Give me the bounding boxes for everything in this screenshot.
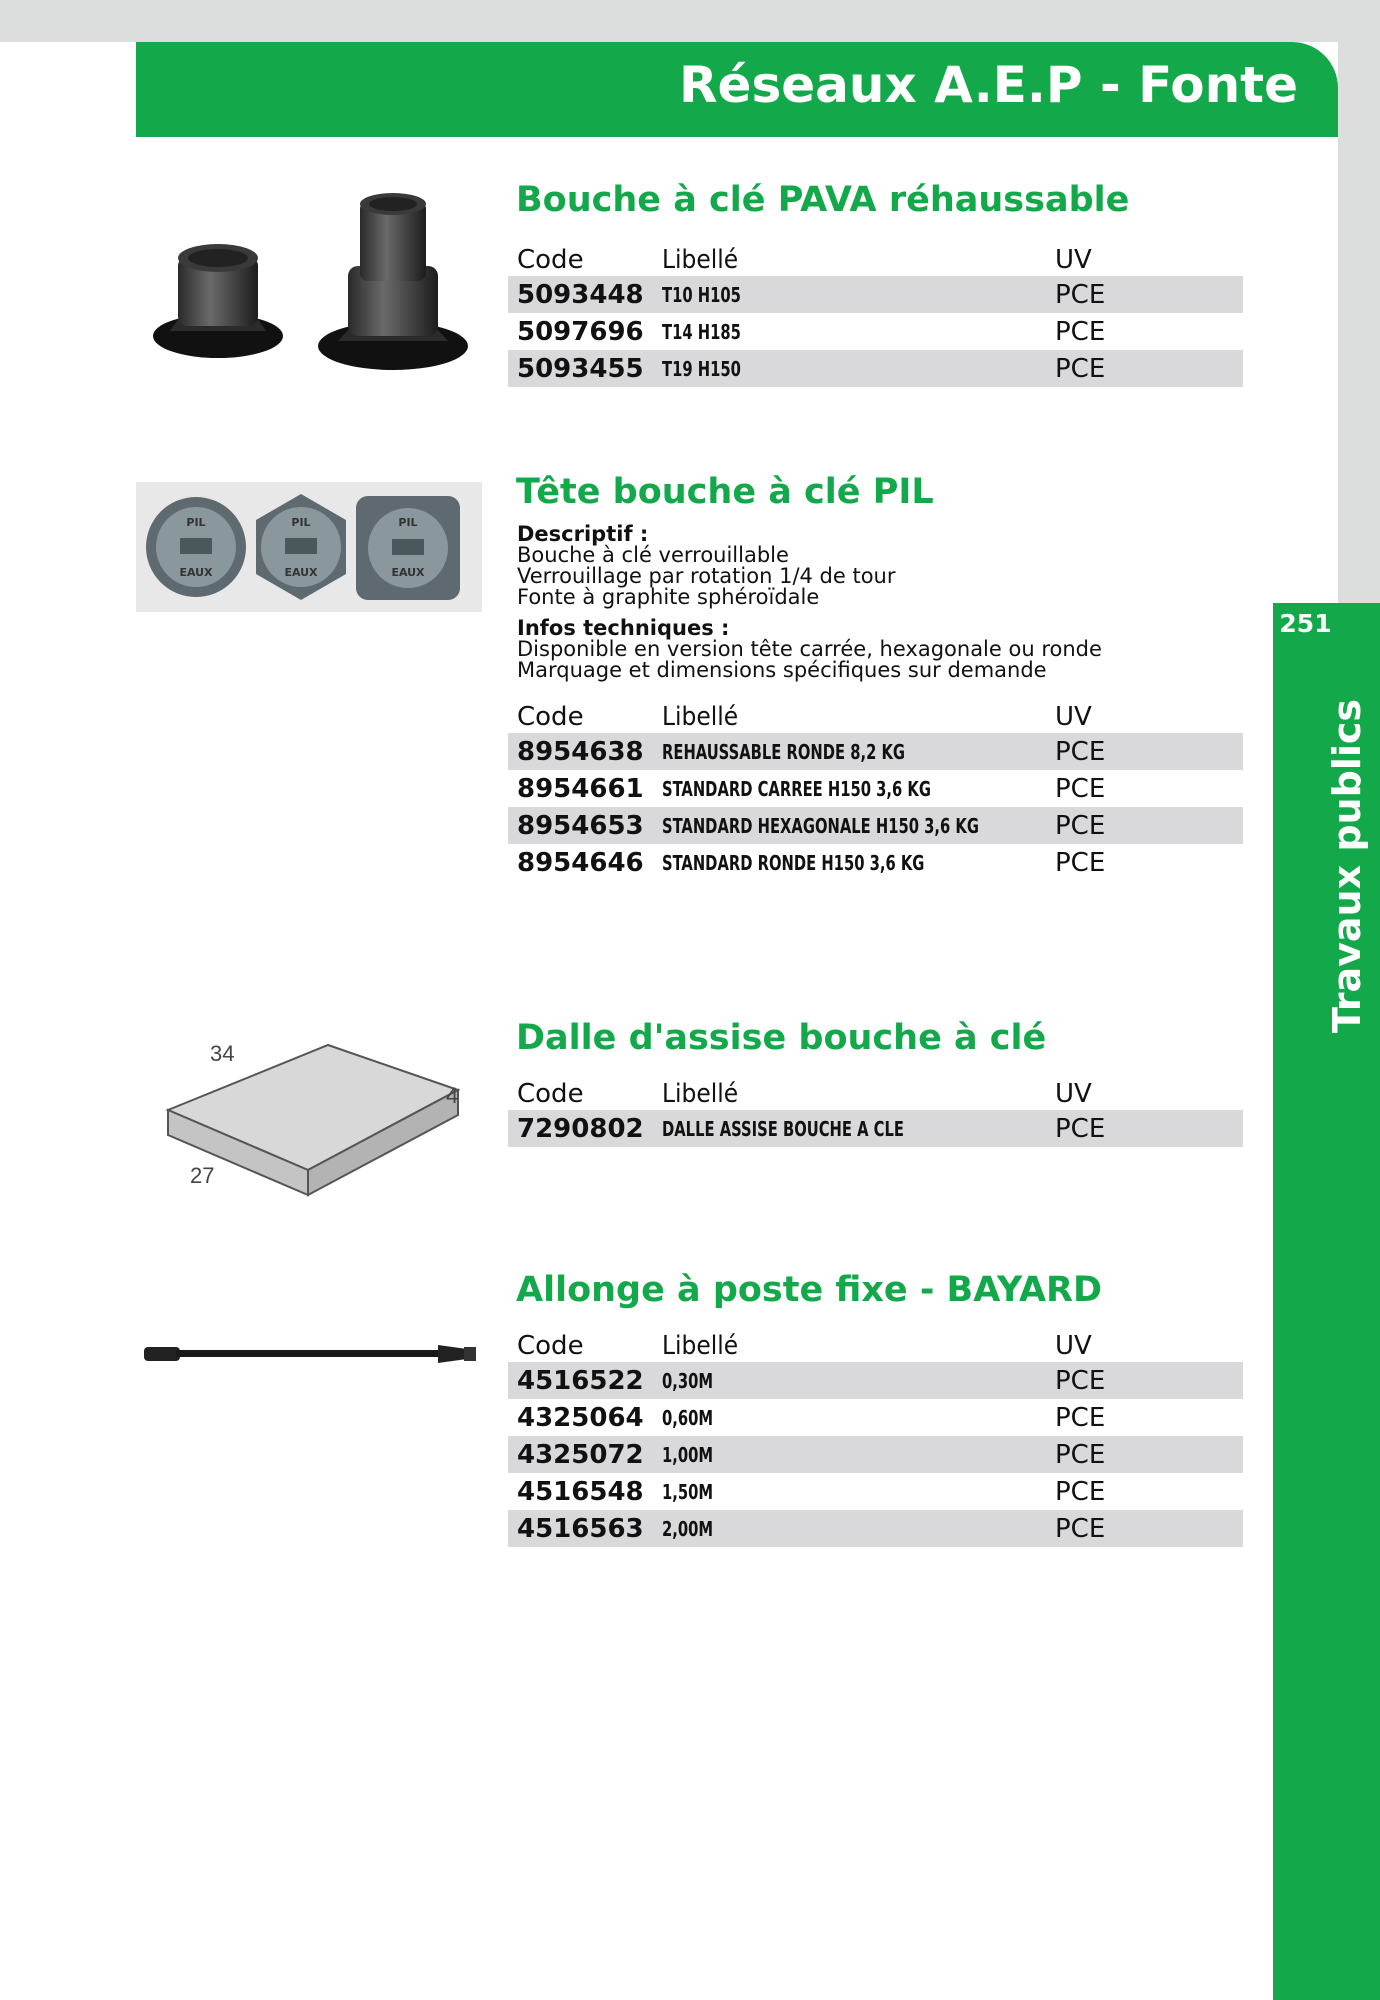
header-libelle: Libellé [662, 702, 739, 732]
table-row [508, 1473, 1243, 1510]
table-row [508, 1510, 1243, 1547]
product-uv: PCE [1055, 316, 1106, 347]
product-code: 8954653 [508, 807, 662, 844]
dimension-length: 34 [210, 1041, 235, 1066]
product-code: 4516522 [508, 1362, 662, 1399]
table-row [508, 1436, 1243, 1473]
section-pil [508, 472, 1243, 881]
descriptif-line: Bouche à clé verrouillable [517, 543, 789, 567]
product-uv: PCE [1055, 773, 1106, 804]
product-libelle: STANDARD RONDE H150 3,6 KG [662, 850, 925, 875]
descriptif-line: Verrouillage par rotation 1/4 de tour [517, 564, 896, 588]
side-tab-label: Travaux publics [1325, 699, 1369, 1033]
product-code: 4325072 [508, 1436, 662, 1473]
section-title: Bouche à clé PAVA réhaussable [516, 180, 1130, 220]
product-code: 8954661 [517, 773, 644, 804]
product-libelle: DALLE ASSISE BOUCHE A CLE [662, 1116, 904, 1141]
header-code: Code [517, 245, 584, 275]
tete-bouche-a-cle-pil-image [136, 482, 482, 612]
product-libelle: STANDARD HEXAGONALE H150 3,6 KG [662, 813, 979, 838]
table-row [508, 276, 1243, 313]
product-uv: PCE [1055, 1110, 1243, 1147]
cap-text-top: PIL [291, 516, 311, 529]
product-code: 5093448 [508, 276, 662, 313]
infos-line: Disponible en version tête carrée, hexagonale ou ronde [517, 637, 1102, 661]
product-libelle: T14 H185 [662, 319, 741, 344]
product-uv: PCE [1055, 1402, 1106, 1433]
product-libelle: 1,50M [662, 1479, 714, 1504]
dalle-assise-image [138, 1035, 478, 1210]
header-uv: UV [1055, 702, 1092, 732]
table-row [508, 1362, 1243, 1399]
product-code: 8954646 [517, 847, 644, 878]
product-uv: PCE [1055, 1436, 1243, 1473]
product-libelle: 0,30M [662, 1368, 714, 1393]
product-table [508, 1326, 1243, 1547]
allonge-image [142, 1335, 482, 1375]
dimension-width: 27 [190, 1163, 215, 1188]
page-number: 251 [1279, 609, 1332, 638]
infos-label: Infos techniques : [517, 616, 730, 640]
table-row [508, 733, 1243, 770]
section-title: Tête bouche à clé PIL [516, 472, 934, 512]
table-row [508, 844, 1243, 881]
header-code: Code [517, 1079, 584, 1109]
table-row [508, 313, 1243, 350]
cap-text-bottom: EAUX [179, 566, 213, 579]
product-uv: PCE [1055, 847, 1106, 878]
product-uv: PCE [1055, 807, 1243, 844]
header-libelle: Libellé [662, 1079, 739, 1109]
product-libelle: T10 H105 [662, 282, 741, 307]
product-uv: PCE [1055, 1476, 1106, 1507]
product-uv: PCE [1055, 276, 1243, 313]
header-uv: UV [1055, 245, 1092, 275]
infos-line: Marquage et dimensions spécifiques sur demande [517, 658, 1047, 682]
dimension-thickness: 4 [446, 1083, 459, 1108]
product-libelle: 2,00M [662, 1516, 714, 1541]
product-code: 8954638 [508, 733, 662, 770]
cap-text-top: PIL [186, 516, 206, 529]
product-code: 5093455 [508, 350, 662, 387]
product-uv: PCE [1055, 1510, 1243, 1547]
header-band [136, 42, 1338, 137]
product-uv: PCE [1055, 1362, 1243, 1399]
product-code: 5097696 [517, 316, 644, 347]
page-title: Réseaux A.E.P - Fonte [679, 56, 1298, 114]
header-uv: UV [1055, 1331, 1092, 1361]
product-libelle: 0,60M [662, 1405, 714, 1430]
cap-text-bottom: EAUX [391, 566, 425, 579]
product-uv: PCE [1055, 350, 1243, 387]
product-code: 4516548 [517, 1476, 644, 1507]
header-libelle: Libellé [662, 245, 739, 275]
cap-text-bottom: EAUX [284, 566, 318, 579]
product-code: 4325064 [517, 1402, 644, 1433]
header-libelle: Libellé [662, 1331, 739, 1361]
section-allonge [508, 1270, 1243, 1547]
header-code: Code [517, 1331, 584, 1361]
table-row [508, 350, 1243, 387]
product-table [508, 697, 1243, 881]
cap-text-top: PIL [398, 516, 418, 529]
product-libelle: T19 H150 [662, 356, 741, 381]
table-row [508, 807, 1243, 844]
descriptif-line: Fonte à graphite sphéroïdale [517, 585, 820, 609]
bouche-a-cle-pava-image [148, 186, 478, 386]
product-table [508, 240, 1243, 387]
product-libelle: STANDARD CARREE H150 3,6 KG [662, 776, 931, 801]
table-row [508, 1110, 1243, 1147]
section-title: Allonge à poste fixe - BAYARD [516, 1270, 1103, 1310]
section-dalle [508, 1018, 1243, 1147]
header-uv: UV [1055, 1079, 1092, 1109]
section-title: Dalle d'assise bouche à clé [516, 1018, 1047, 1058]
product-table [508, 1074, 1243, 1147]
product-libelle: 1,00M [662, 1442, 714, 1467]
table-row [508, 1399, 1243, 1436]
table-row [508, 770, 1243, 807]
top-border [0, 0, 1380, 42]
product-libelle: REHAUSSABLE RONDE 8,2 KG [662, 739, 906, 764]
product-uv: PCE [1055, 733, 1243, 770]
header-code: Code [517, 702, 584, 732]
product-code: 4516563 [508, 1510, 662, 1547]
section-pava [508, 180, 1243, 387]
product-code: 7290802 [508, 1110, 662, 1147]
descriptif-label: Descriptif : [517, 522, 649, 546]
side-tab [1273, 603, 1380, 2000]
